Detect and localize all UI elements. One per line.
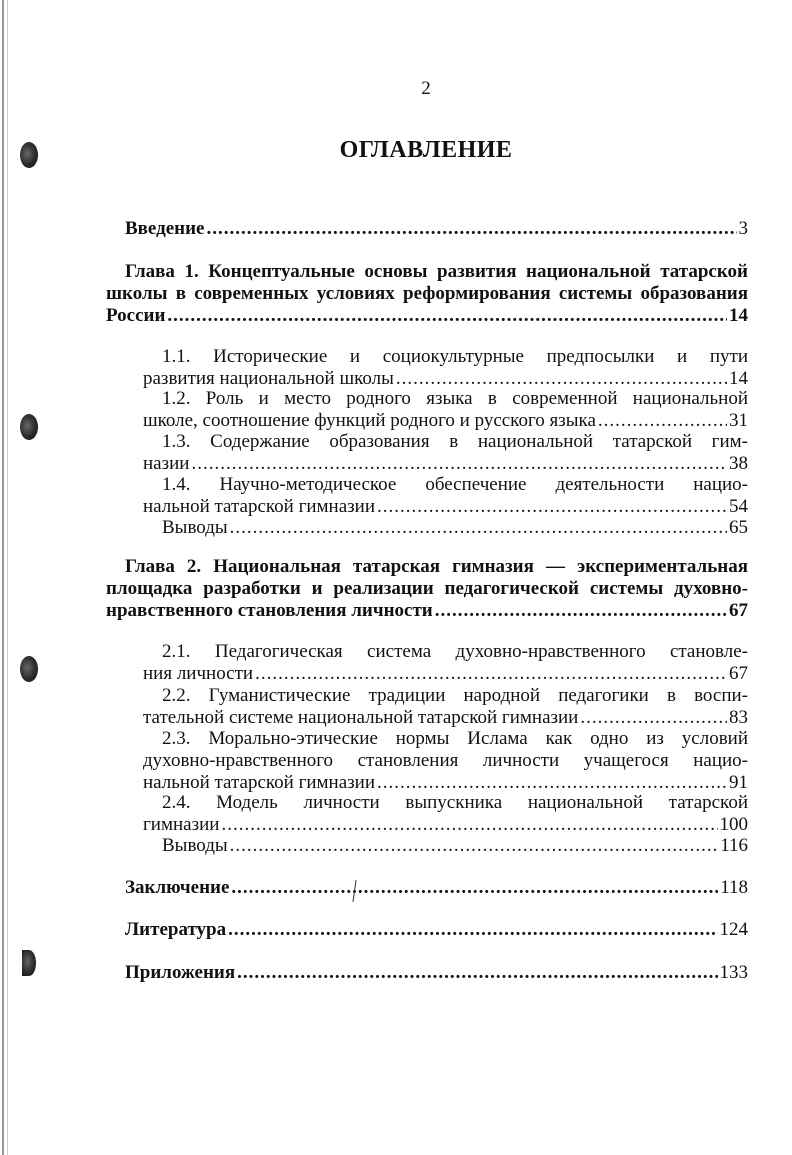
toc-entry-chapter-2[interactable] <box>106 556 748 622</box>
toc-page-number: 38 <box>729 453 748 474</box>
toc-entry-title: Выводы <box>162 835 228 856</box>
toc-page-number: 124 <box>719 919 748 940</box>
dot-leader <box>377 496 727 518</box>
toc-entry-conclusion[interactable] <box>106 877 748 899</box>
toc-entry-line: 2.3. Морально-этические нормы Ислама как одно из условий <box>162 728 748 749</box>
toc-entry-title: России <box>106 305 166 326</box>
toc-entry-title: нальной татарской гимназии <box>143 772 375 793</box>
toc-entry-title: развития национальной школы <box>143 368 394 389</box>
toc-entry-literature[interactable] <box>106 919 748 941</box>
toc-page-number: 91 <box>729 772 748 793</box>
dot-leader <box>228 919 717 941</box>
dot-leader <box>396 368 727 390</box>
page-number: 2 <box>421 78 431 99</box>
toc-entry-title: Заключение <box>125 877 230 898</box>
toc-entry-section-1-2[interactable] <box>143 388 748 432</box>
toc-page-number: 65 <box>729 517 748 538</box>
page-title: ОГЛАВЛЕНИЕ <box>339 137 513 163</box>
toc-page-number: 67 <box>729 600 748 621</box>
toc-page-number: 3 <box>738 218 748 239</box>
toc-entry-appendices[interactable] <box>106 962 748 984</box>
dot-leader <box>598 410 727 432</box>
binding-edge-line <box>7 0 8 1155</box>
dot-leader <box>230 835 719 857</box>
dot-leader <box>191 453 727 475</box>
toc-entry-title: нравственного становления личности <box>106 600 433 621</box>
toc-entry-section-2-1[interactable] <box>143 641 748 685</box>
toc-entry-line: школы в современных условиях реформирования системы образования <box>106 283 748 304</box>
toc-page-number: 54 <box>729 496 748 517</box>
dot-leader <box>167 305 727 327</box>
dot-leader <box>231 877 718 899</box>
toc-entry-line: площадка разработки и реализации педагогической системы духовно- <box>106 578 748 599</box>
toc-page-number: 31 <box>729 410 748 431</box>
toc-entry-title: тательной системе национальной татарской гимназии <box>143 707 579 728</box>
toc-entry-title: Выводы <box>162 517 228 538</box>
toc-entry-title: гимназии <box>143 814 220 835</box>
toc-entry-line: 2.2. Гуманистические традиции народной педагогики в воспи- <box>162 685 748 706</box>
toc-entry-title: нальной татарской гимназии <box>143 496 375 517</box>
punch-hole <box>22 950 36 976</box>
dot-leader <box>435 600 727 622</box>
toc-entry-title: Введение <box>125 218 205 239</box>
punch-hole <box>20 656 38 682</box>
toc-entry-section-2-2[interactable] <box>143 685 748 729</box>
toc-entry-section-1-4[interactable] <box>143 474 748 518</box>
toc-page-number: 14 <box>729 305 748 326</box>
toc-entry-line: Глава 2. Национальная татарская гимназия — экспериментальная <box>125 556 748 577</box>
toc-entry-line: 1.3. Содержание образования в национальной татарской гим- <box>162 431 748 452</box>
toc-entry-conclusions-2[interactable] <box>143 835 748 857</box>
toc-page-number: 67 <box>729 663 748 684</box>
toc-entry-section-2-3[interactable] <box>143 728 748 794</box>
toc-entry-chapter-1[interactable] <box>106 261 748 327</box>
dot-leader <box>580 707 727 729</box>
toc-entry-section-1-3[interactable] <box>143 431 748 475</box>
toc-entry-line: 2.1. Педагогическая система духовно-нравственного становле- <box>162 641 748 662</box>
toc-page-number: 133 <box>719 962 748 983</box>
toc-entry-line: 2.4. Модель личности выпускника национальной татарской <box>162 792 748 813</box>
punch-hole <box>20 414 38 440</box>
toc-entry-title: школе, соотношение функций родного и русского языка <box>143 410 596 431</box>
toc-page-number: 116 <box>720 835 748 856</box>
toc-entry-title: назии <box>143 453 190 474</box>
toc-entry-title: Литература <box>125 919 227 940</box>
toc-entry-title: ния личности <box>143 663 254 684</box>
toc-entry-line: 1.2. Роль и место родного языка в современной национальной <box>162 388 748 409</box>
binding-edge-line <box>2 0 4 1155</box>
toc-entry-section-2-4[interactable] <box>143 792 748 836</box>
dot-leader <box>237 962 717 984</box>
toc-entry-intro[interactable] <box>106 218 748 240</box>
toc-entry-line: духовно-нравственного становления личности учащегося нацио- <box>143 750 748 771</box>
toc-page-number: 100 <box>719 814 748 835</box>
dot-leader <box>230 517 727 539</box>
toc-entry-section-1-1[interactable] <box>143 346 748 390</box>
dot-leader <box>207 218 737 240</box>
dot-leader <box>377 772 727 794</box>
toc-entry-line: 1.1. Исторические и социокультурные предпосылки и пути <box>162 346 748 367</box>
toc-entry-line: 1.4. Научно-методическое обеспечение деятельности нацио- <box>162 474 748 495</box>
toc-entry-line: Глава 1. Концептуальные основы развития национальной татарской <box>125 261 748 282</box>
toc-entry-title: Приложения <box>125 962 236 983</box>
toc-entry-conclusions-1[interactable] <box>143 517 748 539</box>
toc-page-number: 118 <box>720 877 748 898</box>
toc-page-number: 14 <box>729 368 748 389</box>
dot-leader <box>255 663 727 685</box>
toc-page-number: 83 <box>729 707 748 728</box>
dot-leader <box>221 814 717 836</box>
